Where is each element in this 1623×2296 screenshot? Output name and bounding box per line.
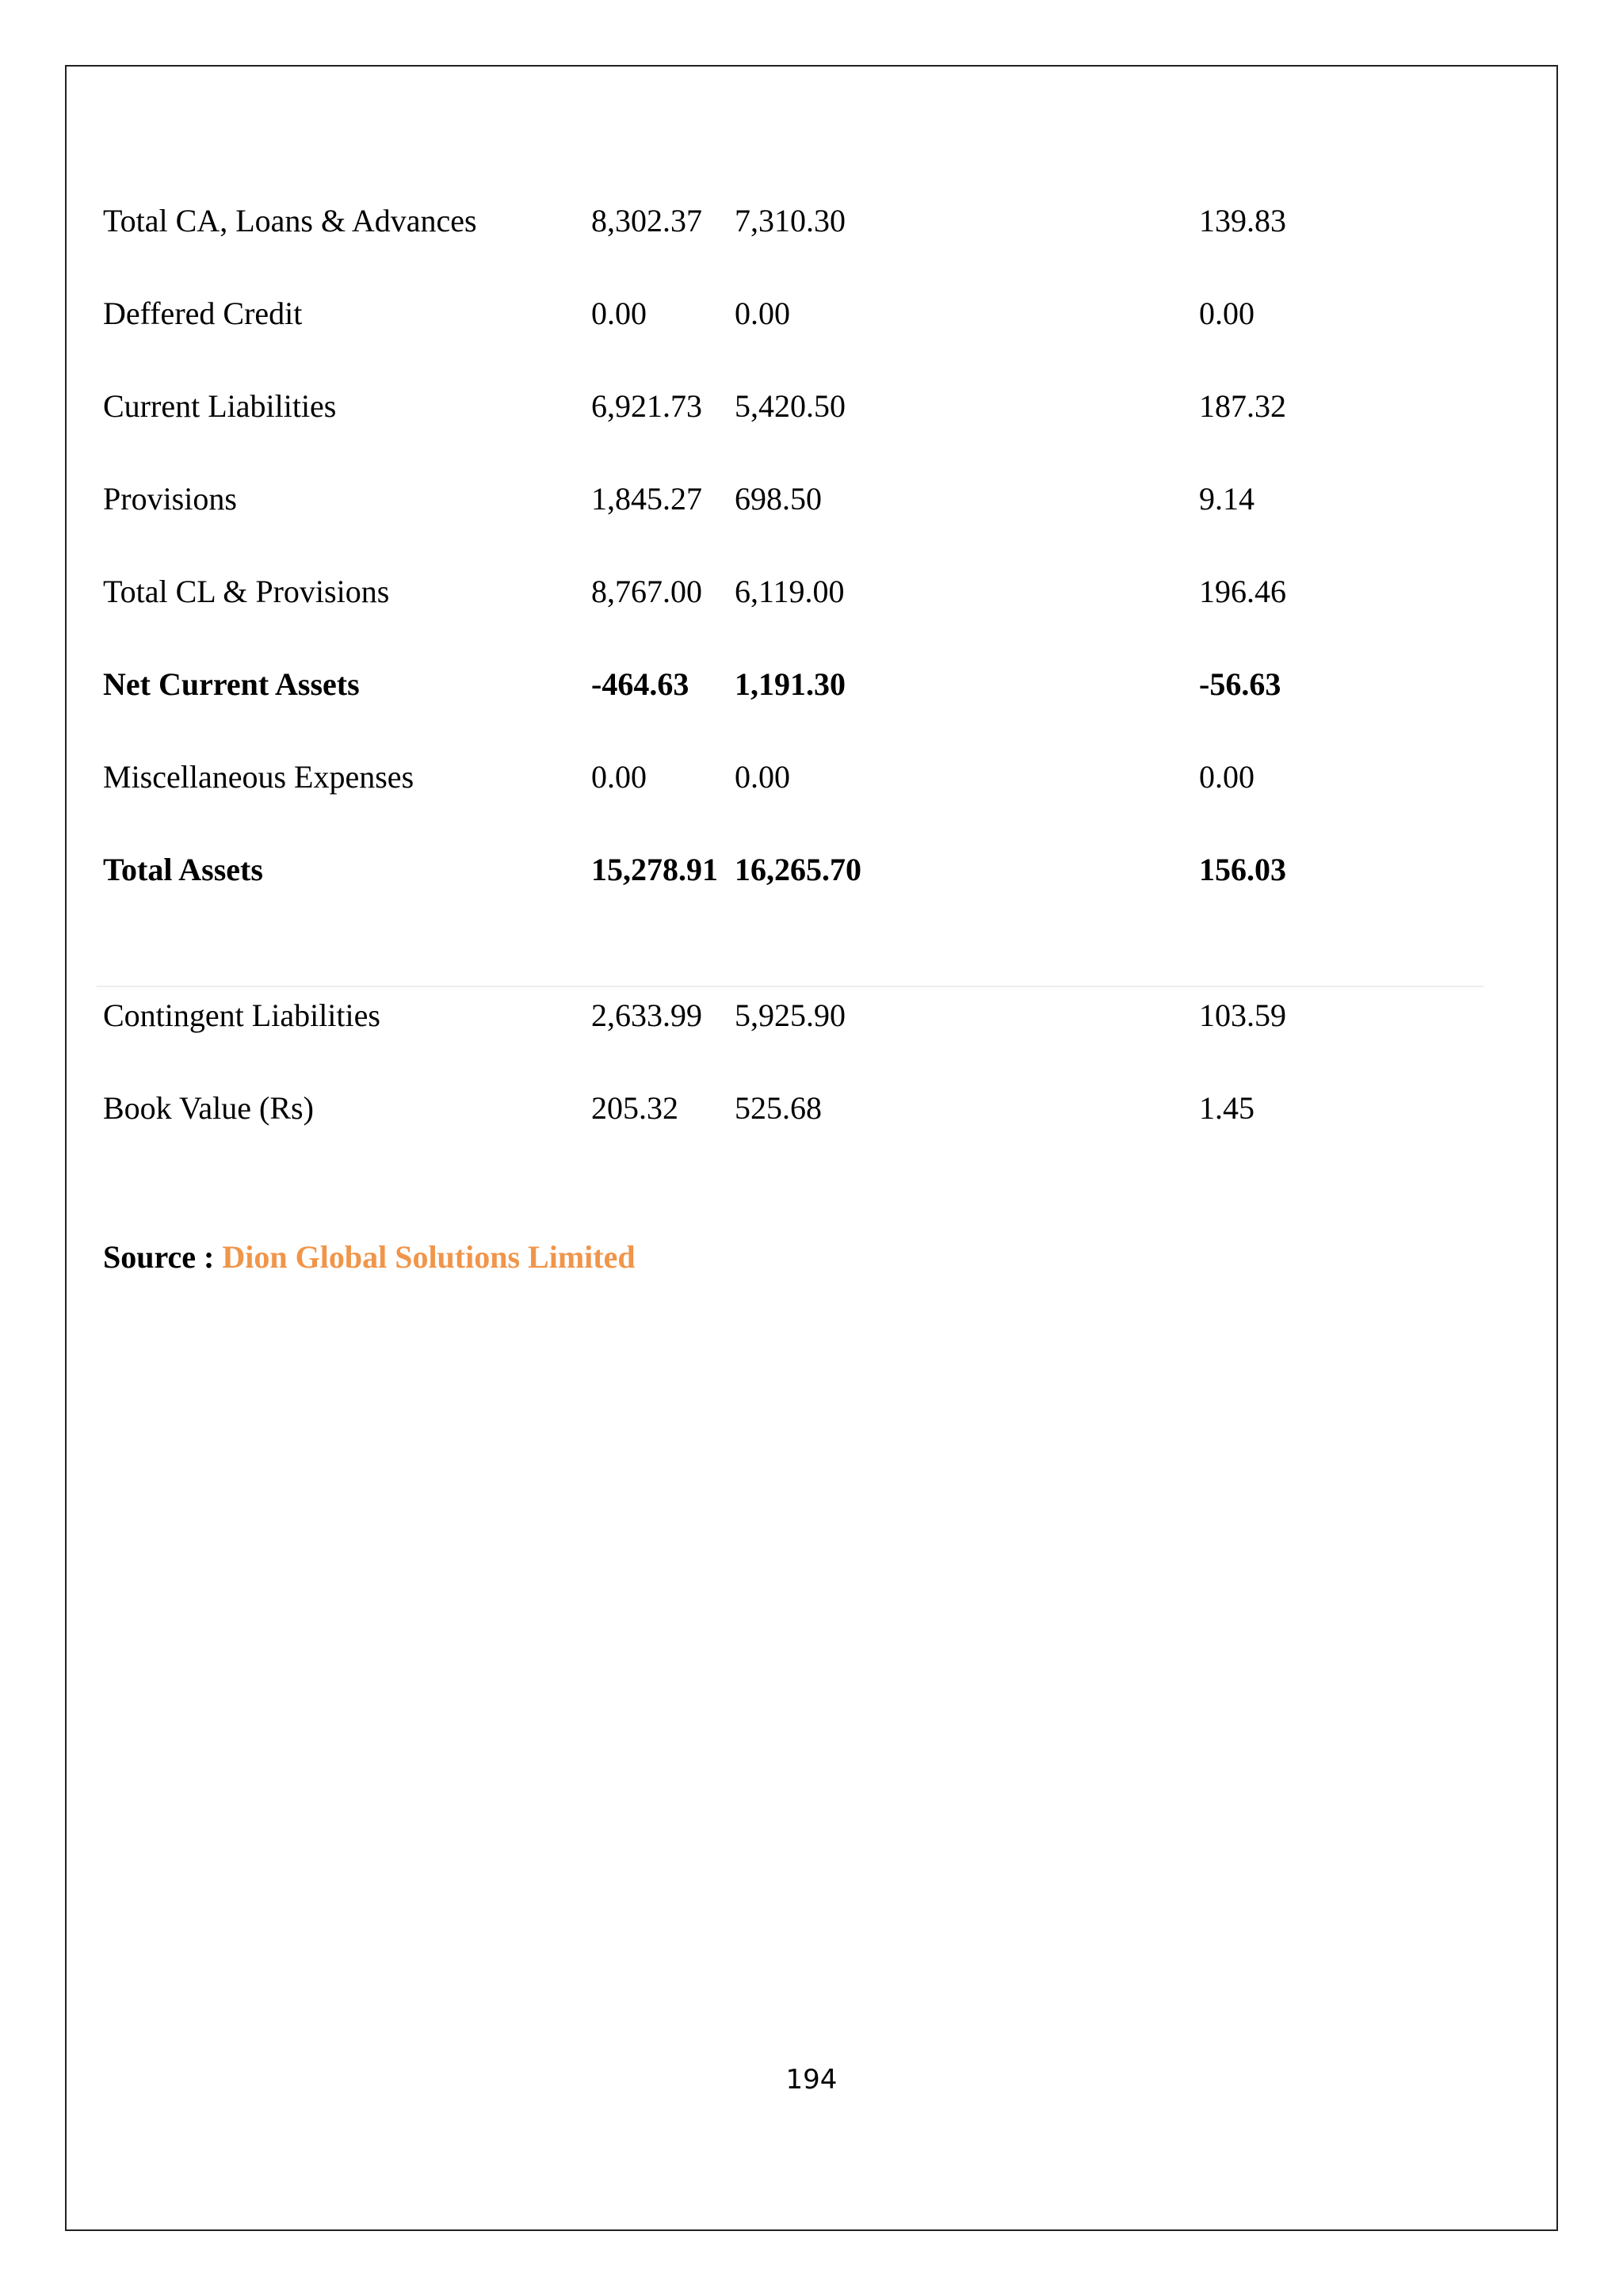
row-label: Miscellaneous Expenses	[103, 759, 414, 795]
row-value-2: 7,310.30	[735, 203, 846, 238]
table-row	[103, 290, 1490, 338]
row-label: Net Current Assets	[103, 666, 360, 702]
row-value-2: 5,420.50	[735, 388, 846, 424]
row-value-1: 15,278.91	[591, 852, 718, 887]
row-value-2: 16,265.70	[735, 852, 861, 887]
table-row	[103, 753, 1490, 801]
table-row	[103, 1085, 1490, 1132]
row-value-1: 1,845.27	[591, 481, 702, 517]
table-row	[103, 197, 1490, 245]
source-value: Dion Global Solutions Limited	[222, 1239, 636, 1275]
table-row	[103, 383, 1490, 430]
row-value-1: 0.00	[591, 296, 647, 331]
row-label: Book Value (Rs)	[103, 1090, 314, 1126]
row-label: Provisions	[103, 481, 237, 517]
row-value-3: 1.45	[1199, 1090, 1254, 1126]
row-value-1: 8,767.00	[591, 574, 702, 609]
row-value-1: 205.32	[591, 1090, 678, 1126]
row-label: Total CL & Provisions	[103, 574, 390, 609]
row-label: Current Liabilities	[103, 388, 337, 424]
row-value-2: 5,925.90	[735, 997, 846, 1033]
row-value-3: 196.46	[1199, 574, 1286, 609]
row-value-2: 1,191.30	[735, 666, 846, 702]
row-value-3: 103.59	[1199, 997, 1286, 1033]
row-label: Total Assets	[103, 852, 263, 887]
source-line	[103, 1234, 636, 1281]
row-value-2: 0.00	[735, 759, 790, 795]
row-value-3: 156.03	[1199, 852, 1286, 887]
table-row	[103, 992, 1490, 1039]
row-value-3: 0.00	[1199, 296, 1254, 331]
row-label: Contingent Liabilities	[103, 997, 380, 1033]
row-value-2: 525.68	[735, 1090, 822, 1126]
row-value-1: 2,633.99	[591, 997, 702, 1033]
table-divider	[97, 986, 1484, 987]
row-value-2: 6,119.00	[735, 574, 845, 609]
table-row-total-assets	[103, 846, 1490, 894]
table-row	[103, 475, 1490, 523]
row-value-3: 187.32	[1199, 388, 1286, 424]
row-value-1: -464.63	[591, 666, 689, 702]
row-value-1: 0.00	[591, 759, 647, 795]
row-value-2: 0.00	[735, 296, 790, 331]
row-value-2: 698.50	[735, 481, 822, 517]
row-value-3: 0.00	[1199, 759, 1254, 795]
source-label: Source :	[103, 1239, 223, 1275]
row-value-1: 6,921.73	[591, 388, 702, 424]
row-value-3: 139.83	[1199, 203, 1286, 238]
table-row-net-current-assets	[103, 661, 1490, 708]
row-value-3: -56.63	[1199, 666, 1281, 702]
row-label: Total CA, Loans & Advances	[103, 203, 477, 238]
page-number: 194	[785, 2064, 838, 2096]
table-row	[103, 568, 1490, 616]
row-value-1: 8,302.37	[591, 203, 702, 238]
row-value-3: 9.14	[1199, 481, 1254, 517]
row-label: Deffered Credit	[103, 296, 303, 331]
